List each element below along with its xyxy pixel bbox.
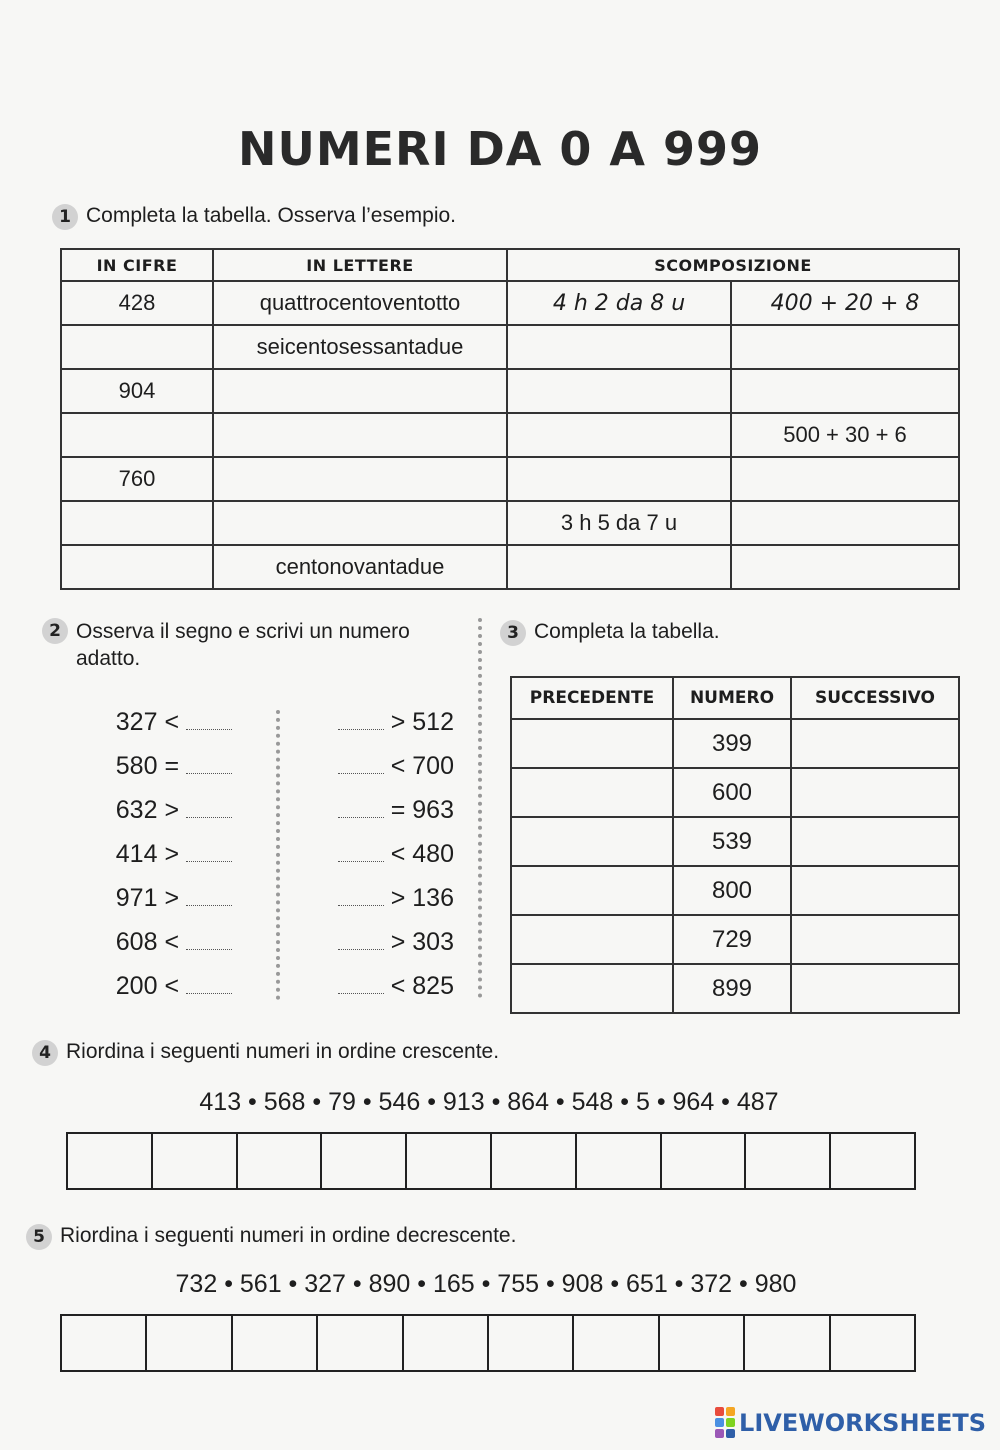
answer-box[interactable] xyxy=(831,1134,914,1188)
instruction-text: Completa la tabella. Osserva l’esempio. xyxy=(86,204,457,227)
answer-blank[interactable] xyxy=(338,753,384,774)
cell-successivo[interactable] xyxy=(791,817,959,866)
cell-scomposizione-sum[interactable] xyxy=(731,369,959,413)
sequence-crescente: 413 • 568 • 79 • 546 • 913 • 864 • 548 • 5 • 964 • 487 xyxy=(199,1088,779,1116)
cell-scomposizione-hdu[interactable] xyxy=(507,545,731,589)
answer-box[interactable] xyxy=(238,1134,323,1188)
table-row xyxy=(61,369,959,413)
cell-scomposizione-hdu: 3 h 5 da 7 u xyxy=(507,501,731,545)
cell-numero: 899 xyxy=(673,964,791,1013)
exercise-number-badge: 3 xyxy=(500,620,526,646)
answer-box[interactable] xyxy=(492,1134,577,1188)
exercise-2-instruction xyxy=(42,618,462,672)
table-row xyxy=(511,719,959,768)
answer-blank[interactable] xyxy=(338,929,384,950)
compare-right-4: < 480 xyxy=(318,840,454,869)
cell-lettere[interactable] xyxy=(213,457,507,501)
cell-scomposizione-sum[interactable] xyxy=(731,545,959,589)
answer-box[interactable] xyxy=(318,1316,403,1370)
cell-cifre[interactable] xyxy=(61,325,213,369)
cell-lettere[interactable] xyxy=(213,501,507,545)
cell-lettere: seicentosessantadue xyxy=(213,325,507,369)
answer-boxes-decrescente xyxy=(60,1314,916,1372)
cell-scomposizione-sum[interactable] xyxy=(731,501,959,545)
answer-box[interactable] xyxy=(68,1134,153,1188)
table-row xyxy=(511,768,959,817)
compare-left-6: 608 < xyxy=(72,928,232,957)
answer-blank[interactable] xyxy=(338,885,384,906)
cell-scomposizione-hdu[interactable] xyxy=(507,457,731,501)
compare-left-4: 414 > xyxy=(72,840,232,869)
cell-lettere[interactable] xyxy=(213,369,507,413)
cell-scomposizione-hdu[interactable] xyxy=(507,413,731,457)
cell-successivo[interactable] xyxy=(791,768,959,817)
answer-blank[interactable] xyxy=(338,709,384,730)
header-in-cifre: IN CIFRE xyxy=(61,249,213,281)
cell-numero: 600 xyxy=(673,768,791,817)
answer-blank[interactable] xyxy=(186,753,232,774)
answer-blank[interactable] xyxy=(338,797,384,818)
cell-precedente[interactable] xyxy=(511,719,673,768)
answer-box[interactable] xyxy=(233,1316,318,1370)
cell-numero: 539 xyxy=(673,817,791,866)
exercise-3-instruction xyxy=(500,620,720,646)
instruction-text: Riordina i seguenti numeri in ordine decrescente. xyxy=(60,1224,517,1247)
answer-blank[interactable] xyxy=(186,797,232,818)
compare-right-3: = 963 xyxy=(318,796,454,825)
cell-lettere[interactable] xyxy=(213,413,507,457)
cell-successivo[interactable] xyxy=(791,915,959,964)
answer-blank[interactable] xyxy=(338,973,384,994)
instruction-text: Riordina i seguenti numeri in ordine crescente. xyxy=(66,1040,500,1063)
cell-successivo[interactable] xyxy=(791,964,959,1013)
answer-box[interactable] xyxy=(577,1134,662,1188)
instruction-text-line1: Osserva il segno e scrivi un numero xyxy=(76,620,410,643)
table-row xyxy=(61,501,959,545)
answer-blank[interactable] xyxy=(186,929,232,950)
cell-precedente[interactable] xyxy=(511,768,673,817)
cell-successivo[interactable] xyxy=(791,719,959,768)
answer-box[interactable] xyxy=(153,1134,238,1188)
exercise-4-instruction xyxy=(32,1040,499,1066)
exercise-number-badge: 5 xyxy=(26,1224,52,1250)
compare-right-2: < 700 xyxy=(318,752,454,781)
cell-cifre: 428 xyxy=(61,281,213,325)
cell-scomposizione-sum: 500 + 30 + 6 xyxy=(731,413,959,457)
exercise-3-table xyxy=(510,676,960,1014)
cell-precedente[interactable] xyxy=(511,915,673,964)
cell-precedente[interactable] xyxy=(511,866,673,915)
cell-scomposizione-sum[interactable] xyxy=(731,325,959,369)
header-in-lettere: IN LETTERE xyxy=(213,249,507,281)
answer-blank[interactable] xyxy=(186,973,232,994)
exercise-number-badge: 2 xyxy=(42,618,68,644)
cell-lettere: centonovantadue xyxy=(213,545,507,589)
answer-box[interactable] xyxy=(322,1134,407,1188)
answer-boxes-crescente xyxy=(66,1132,916,1190)
header-numero: NUMERO xyxy=(673,677,791,719)
cell-successivo[interactable] xyxy=(791,866,959,915)
cell-cifre[interactable] xyxy=(61,545,213,589)
cell-scomposizione-hdu[interactable] xyxy=(507,369,731,413)
cell-precedente[interactable] xyxy=(511,964,673,1013)
table-row xyxy=(61,457,959,501)
table-row xyxy=(511,964,959,1013)
answer-box[interactable] xyxy=(660,1316,745,1370)
cell-scomposizione-sum: 400 + 20 + 8 xyxy=(731,281,959,325)
answer-box[interactable] xyxy=(662,1134,747,1188)
logo-text: LIVEWORKSHEETS xyxy=(739,1408,986,1437)
cell-scomposizione-hdu[interactable] xyxy=(507,325,731,369)
compare-left-7: 200 < xyxy=(72,972,232,1001)
answer-blank[interactable] xyxy=(338,841,384,862)
answer-box[interactable] xyxy=(407,1134,492,1188)
answer-box[interactable] xyxy=(746,1134,831,1188)
exercise-1-instruction xyxy=(52,204,456,230)
dotted-divider xyxy=(276,710,280,1000)
instruction-text: Completa la tabella. xyxy=(534,620,720,643)
cell-precedente[interactable] xyxy=(511,817,673,866)
compare-left-5: 971 > xyxy=(72,884,232,913)
exercise-number-badge: 1 xyxy=(52,204,78,230)
sequence-decrescente: 732 • 561 • 327 • 890 • 165 • 755 • 908 • 651 • 372 • 980 xyxy=(175,1270,797,1298)
answer-box[interactable] xyxy=(574,1316,659,1370)
answer-blank[interactable] xyxy=(186,885,232,906)
answer-box[interactable] xyxy=(62,1316,147,1370)
answer-box[interactable] xyxy=(745,1316,830,1370)
table-row xyxy=(511,817,959,866)
compare-right-6: > 303 xyxy=(318,928,454,957)
table-row xyxy=(61,281,959,325)
cell-scomposizione-hdu: 4 h 2 da 8 u xyxy=(507,281,731,325)
exercise-number-badge: 4 xyxy=(32,1040,58,1066)
answer-box[interactable] xyxy=(147,1316,232,1370)
table-row xyxy=(511,866,959,915)
cell-numero: 399 xyxy=(673,719,791,768)
header-successivo: SUCCESSIVO xyxy=(791,677,959,719)
header-precedente: PRECEDENTE xyxy=(511,677,673,719)
compare-left-1: 327 < xyxy=(72,708,232,737)
cell-cifre[interactable] xyxy=(61,501,213,545)
exercise-1-table xyxy=(60,248,960,590)
cell-cifre: 904 xyxy=(61,369,213,413)
answer-blank[interactable] xyxy=(186,709,232,730)
answer-box[interactable] xyxy=(404,1316,489,1370)
cell-scomposizione-sum[interactable] xyxy=(731,457,959,501)
table-row xyxy=(511,915,959,964)
header-scomposizione: SCOMPOSIZIONE xyxy=(507,249,959,281)
instruction-text-line2: adatto. xyxy=(76,647,141,670)
compare-left-2: 580 = xyxy=(72,752,232,781)
page-title: NUMERI DA 0 A 999 xyxy=(237,122,763,176)
dotted-divider xyxy=(478,618,482,998)
compare-right-5: > 136 xyxy=(318,884,454,913)
table-row xyxy=(61,325,959,369)
compare-right-1: > 512 xyxy=(318,708,454,737)
answer-box[interactable] xyxy=(831,1316,914,1370)
logo-grid-icon xyxy=(715,1407,735,1438)
cell-lettere: quattrocentoventotto xyxy=(213,281,507,325)
cell-cifre[interactable] xyxy=(61,413,213,457)
answer-blank[interactable] xyxy=(186,841,232,862)
cell-cifre: 760 xyxy=(61,457,213,501)
table-row xyxy=(61,545,959,589)
cell-numero: 729 xyxy=(673,915,791,964)
exercise-5-instruction xyxy=(26,1224,516,1250)
compare-right-7: < 825 xyxy=(318,972,454,1001)
answer-box[interactable] xyxy=(489,1316,574,1370)
cell-numero: 800 xyxy=(673,866,791,915)
table-row xyxy=(61,413,959,457)
liveworksheets-logo[interactable] xyxy=(715,1407,986,1438)
compare-left-3: 632 > xyxy=(72,796,232,825)
